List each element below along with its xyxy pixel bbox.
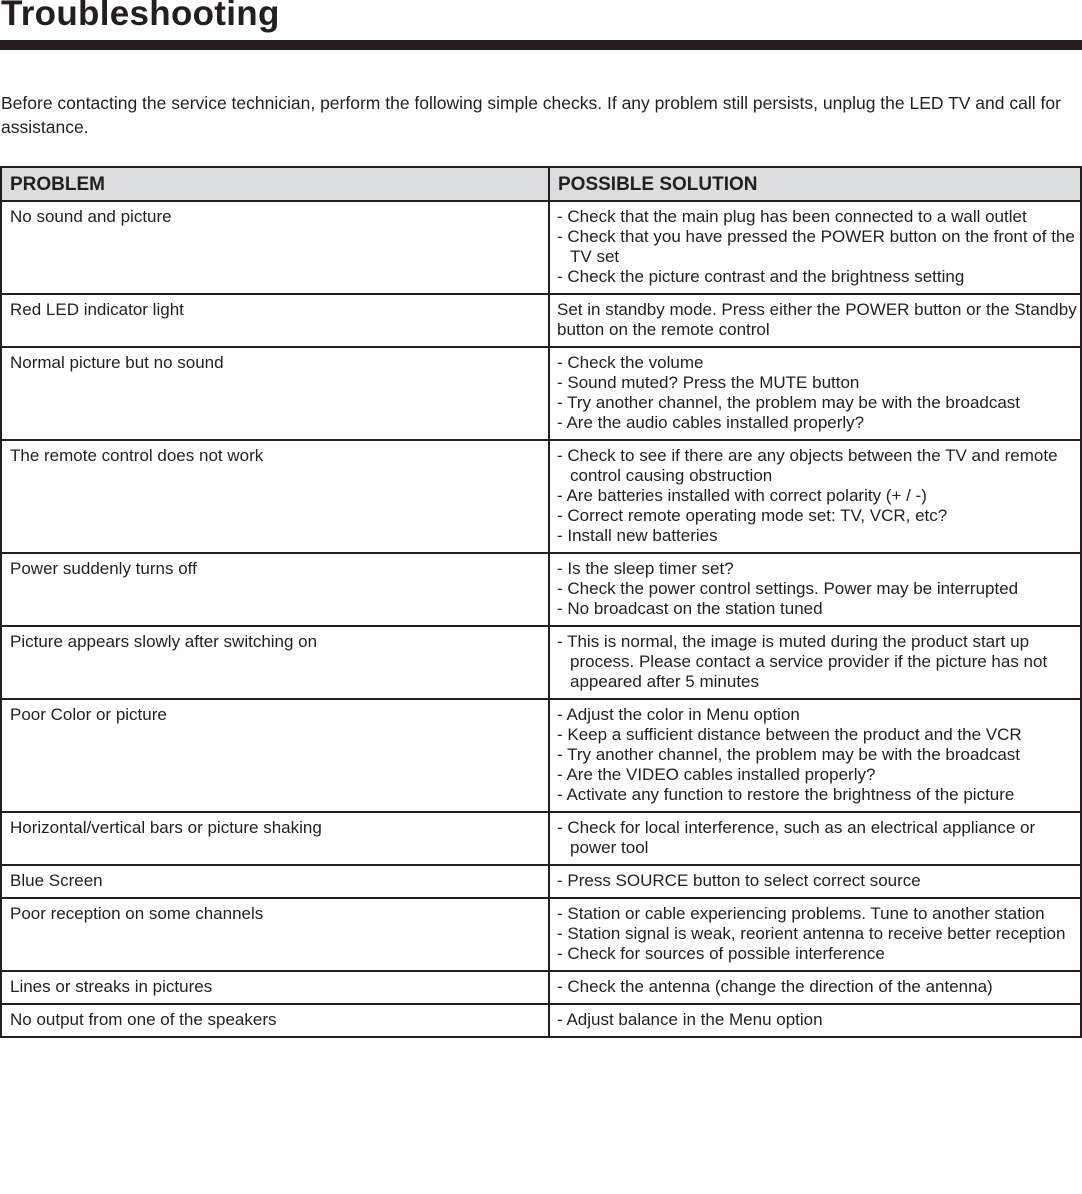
header-solution: POSSIBLE SOLUTION [549,167,1081,201]
table-row [1,898,1081,971]
solution-item: - Check to see if there are any objects between the TV and remote control causing obstruction [557,446,1058,485]
problem-cell: Normal picture but no sound [1,347,549,440]
table-row [1,971,1081,1004]
solution-item: - Check the volume [557,353,704,372]
troubleshooting-table [0,166,1082,1038]
solution-item: - Check the power control settings. Power may be interrupted [557,579,1019,598]
problem-cell: No sound and picture [1,201,549,294]
solution-cell [549,294,1081,347]
solution-cell [549,898,1081,971]
problem-cell: No output from one of the speakers [1,1004,549,1037]
solution-item: - Adjust the color in Menu option [557,705,800,724]
solution-item: - Adjust balance in the Menu option [557,1010,823,1029]
solution-cell [549,553,1081,626]
solution-item: - Check that the main plug has been connected to a wall outlet [557,207,1027,226]
intro-text: Before contacting the service technician, perform the following simple checks. If any problem still persists, unplug the LED TV and call for assistance. [1,93,1061,137]
solution-item: - Sound muted? Press the MUTE button [557,373,860,392]
table-row [1,812,1081,865]
solution-item: - Are the audio cables installed properly? [557,413,865,432]
problem-cell: The remote control does not work [1,440,549,553]
problem-cell: Poor reception on some channels [1,898,549,971]
solution-item: - Try another channel, the problem may be with the broadcast [557,745,1021,764]
problem-cell: Picture appears slowly after switching on [1,626,549,699]
solution-cell [549,812,1081,865]
solution-item: - Press SOURCE button to select correct source [557,871,921,890]
solution-item: - No broadcast on the station tuned [557,599,823,618]
solution-item: - Check the picture contrast and the brightness setting [557,267,965,286]
solution-item: - Station signal is weak, reorient antenna to receive better reception [557,924,1066,943]
page-title: Troubleshooting [1,0,280,33]
solution-cell [549,971,1081,1004]
solution-cell [549,699,1081,812]
solution-item: - Is the sleep timer set? [557,559,734,578]
solution-item: - Check that you have pressed the POWER button on the front of the TV set [557,227,1075,266]
solution-item: - Check for sources of possible interference [557,944,885,963]
solution-cell [549,865,1081,898]
problem-cell: Lines or streaks in pictures [1,971,549,1004]
solution-cell [549,347,1081,440]
solution-item: Set in standby mode. Press either the POWER button or the Standby button on the remote control [557,300,1077,339]
solution-item: - Keep a sufficient distance between the product and the VCR [557,725,1022,744]
problem-cell: Red LED indicator light [1,294,549,347]
solution-item: - Activate any function to restore the brightness of the picture [557,785,1015,804]
table-row [1,294,1081,347]
table-row [1,626,1081,699]
table-header-row [1,167,1081,201]
solution-cell [549,626,1081,699]
solution-item: - Are the VIDEO cables installed properly? [557,765,876,784]
solution-item: - Install new batteries [557,526,718,545]
table-row [1,201,1081,294]
solution-cell [549,440,1081,553]
solution-item: - Correct remote operating mode set: TV, VCR, etc? [557,506,948,525]
table-row [1,699,1081,812]
solution-item: - Check the antenna (change the direction of the antenna) [557,977,993,996]
table-row [1,347,1081,440]
table-row [1,865,1081,898]
solution-item: - Check for local interference, such as an electrical appliance or power tool [557,818,1036,857]
problem-cell: Poor Color or picture [1,699,549,812]
title-divider [0,40,1082,50]
table-row [1,1004,1081,1037]
solution-cell [549,201,1081,294]
solution-item: - Station or cable experiencing problems. Tune to another station [557,904,1045,923]
solution-item: - Try another channel, the problem may be with the broadcast [557,393,1021,412]
table-row [1,553,1081,626]
problem-cell: Blue Screen [1,865,549,898]
solution-item: - This is normal, the image is muted during the product start up process. Please contact a service provider if the picture has not appeared after 5 minutes [557,632,1048,691]
table-row [1,440,1081,553]
problem-cell: Power suddenly turns off [1,553,549,626]
solution-cell [549,1004,1081,1037]
header-problem: PROBLEM [1,167,549,201]
problem-cell: Horizontal/vertical bars or picture shaking [1,812,549,865]
solution-item: - Are batteries installed with correct polarity (+ / -) [557,486,927,505]
table-body [1,201,1081,1037]
